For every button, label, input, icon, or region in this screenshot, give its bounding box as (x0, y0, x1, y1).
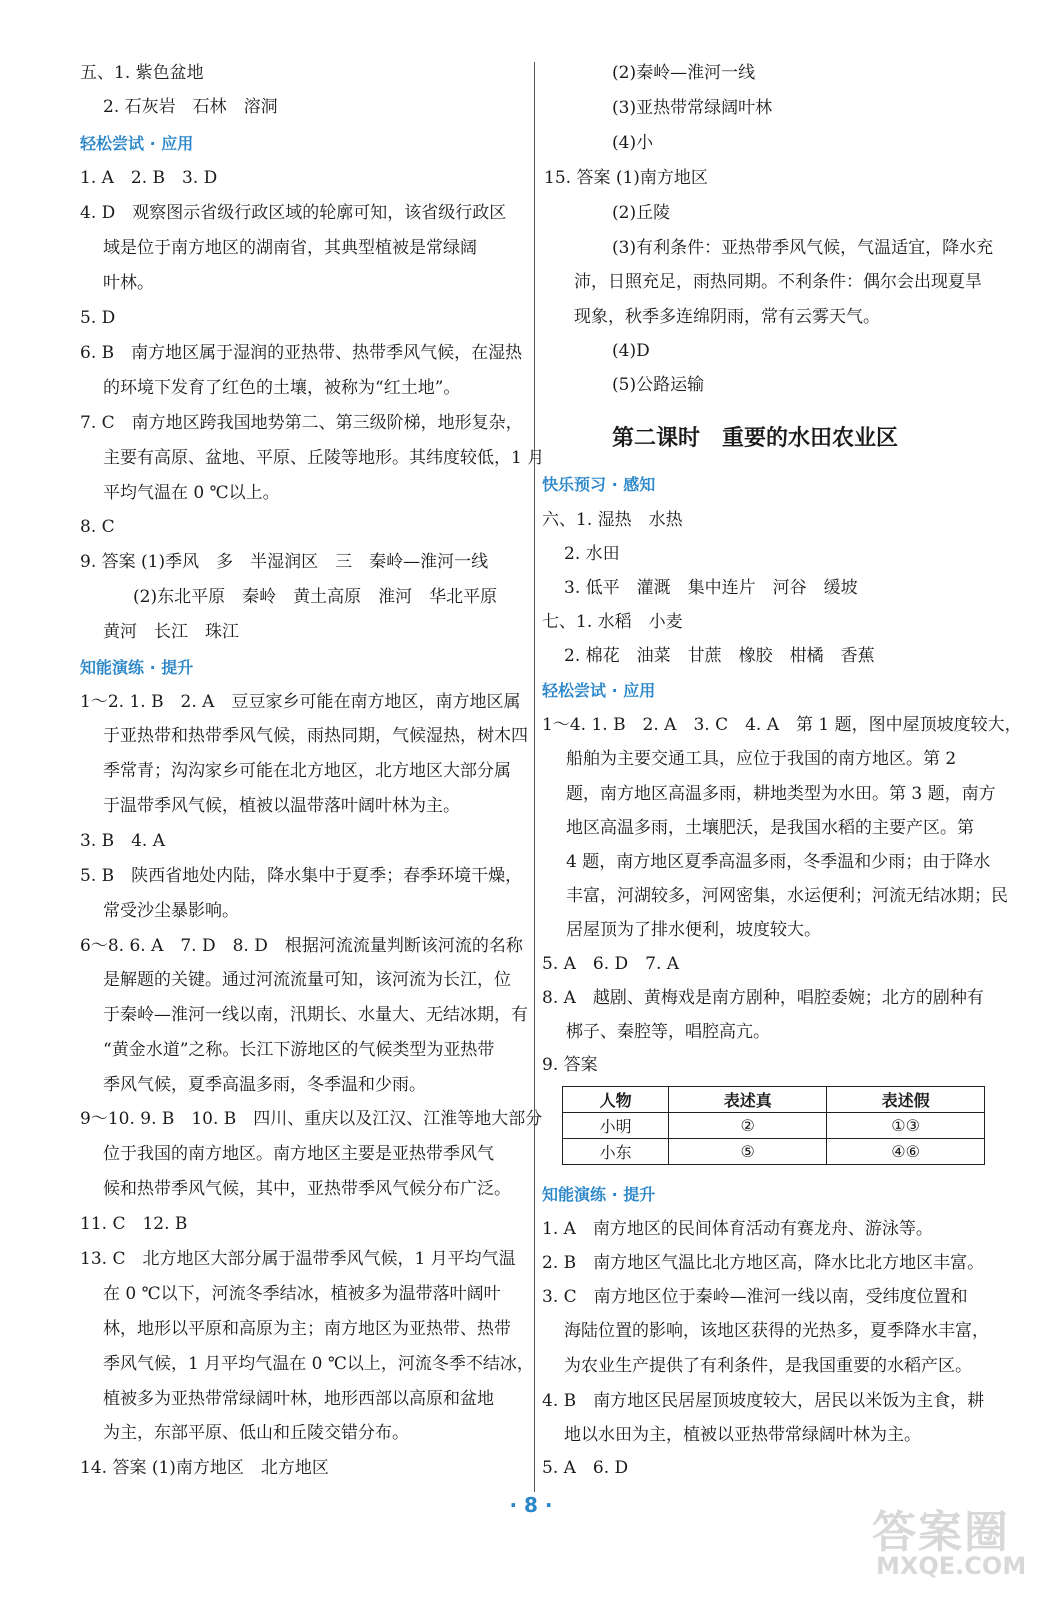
table-header-row (563, 1087, 985, 1113)
answer-line: 1. A 2. B 3. D (80, 168, 218, 188)
answer-line: (4)小 (612, 133, 654, 153)
answer-line: 9. 答案 (542, 1055, 598, 1075)
watermark-url: MXQE.COM (876, 1552, 1027, 1580)
answer-line: 4 题，南方地区夏季高温多雨，冬季温和少雨；由于降水 (566, 852, 991, 872)
table-row (563, 1113, 985, 1139)
section-heading: 知能演练 · 提升 (542, 1185, 656, 1204)
answer-line: 的环境下发育了红色的土壤，被称为“红土地”。 (103, 378, 461, 398)
answer-line: 梆子、秦腔等，唱腔高亢。 (566, 1022, 770, 1042)
answer-table (562, 1086, 985, 1165)
answer-line: 候和热带季风气候，其中，亚热带季风气候分布广泛。 (103, 1179, 511, 1199)
answer-line: 4. B 南方地区民居屋顶坡度较大，居民以米饭为主食，耕 (542, 1391, 985, 1411)
answer-line: 8. A 越剧、黄梅戏是南方剧种，唱腔委婉；北方的剧种有 (542, 988, 984, 1008)
answer-line: 常受沙尘暴影响。 (103, 901, 239, 921)
section-heading: 知能演练 · 提升 (80, 658, 194, 677)
answer-line: 1～2. 1. B 2. A 豆豆家乡可能在南方地区，南方地区属 (80, 692, 521, 712)
answer-line: 2. 石灰岩 石林 溶洞 (103, 97, 278, 117)
lesson-title: 第二课时 重要的水田农业区 (612, 426, 899, 451)
answer-line: (4)D (612, 341, 650, 361)
answer-line: 9～10. 9. B 10. B 四川、重庆以及江汉、江淮等地大部分 (80, 1109, 543, 1129)
answer-line: 7. C 南方地区跨我国地势第二、第三级阶梯，地形复杂， (80, 413, 523, 433)
answer-line: 3. B 4. A (80, 831, 166, 851)
answer-line: 为农业生产提供了有利条件，是我国重要的水稻产区。 (564, 1356, 972, 1376)
answer-line: 位于我国的南方地区。南方地区主要是亚热带季风气 (103, 1144, 494, 1164)
answer-line: 季风气候，1 月平均气温在 0 ℃以上，河流冬季不结冰， (103, 1354, 534, 1374)
answer-line: (3)有利条件：亚热带季风气候，气温适宜，降水充 (612, 238, 994, 258)
answer-line: 叶林。 (103, 273, 154, 293)
answer-line: 船舶为主要交通工具，应位于我国的南方地区。第 2 (566, 749, 957, 769)
answer-line: (2)丘陵 (612, 203, 671, 223)
answer-line: 14. 答案 (1)南方地区 北方地区 (80, 1458, 329, 1478)
answer-line: 域是位于南方地区的湖南省，其典型植被是常绿阔 (103, 238, 477, 258)
answer-line: 1～4. 1. B 2. A 3. C 4. A 第 1 题，图中屋顶坡度较大， (542, 715, 1022, 735)
table-cell: ④⑥ (827, 1139, 985, 1165)
column-divider (534, 62, 535, 1492)
answer-line: 是解题的关键。通过河流流量可知，该河流为长江，位 (103, 970, 511, 990)
watermark-text: 答案圈 (872, 1507, 1010, 1558)
answer-line: 季风气候，夏季高温多雨，冬季温和少雨。 (103, 1075, 426, 1095)
answer-line: 11. C 12. B (80, 1214, 188, 1234)
answer-line: 6～8. 6. A 7. D 8. D 根据河流流量判断该河流的名称 (80, 936, 523, 956)
answer-line: 沛，日照充足，雨热同期。不利条件：偶尔会出现夏旱 (574, 272, 982, 292)
answer-line: 5. D (80, 308, 116, 328)
table-cell: ② (669, 1113, 827, 1139)
answer-line: 6. B 南方地区属于湿润的亚热带、热带季风气候，在湿热 (80, 343, 523, 363)
answer-line: 七、1. 水稻 小麦 (542, 612, 683, 632)
answer-line: 5. A 6. D (542, 1458, 629, 1478)
answer-line: (2)东北平原 秦岭 黄土高原 淮河 华北平原 (133, 587, 498, 607)
answer-line: 主要有高原、盆地、平原、丘陵等地形。其纬度较低，1 月 (103, 448, 545, 468)
answer-line: 现象，秋季多连绵阴雨，常有云雾天气。 (574, 307, 880, 327)
answer-line: 题，南方地区高温多雨，耕地类型为水田。第 3 题，南方 (566, 784, 996, 804)
answer-line: 8. C (80, 517, 115, 537)
table-header-cell: 表述真 (669, 1087, 827, 1113)
answer-line: 2. 棉花 油菜 甘蔗 橡胶 柑橘 香蕉 (564, 646, 875, 666)
watermark-logo (862, 1496, 1042, 1586)
table-cell: ①③ (827, 1113, 985, 1139)
answer-line: 为主，东部平原、低山和丘陵交错分布。 (103, 1423, 409, 1443)
answer-line: 季常青；沟沟家乡可能在北方地区，北方地区大部分属 (103, 761, 511, 781)
table-cell: 小东 (563, 1139, 669, 1165)
answer-line: 海陆位置的影响，该地区获得的光热多，夏季降水丰富， (564, 1321, 989, 1341)
section-heading: 轻松尝试 · 应用 (80, 134, 194, 153)
answer-line: 13. C 北方地区大部分属于温带季风气候，1 月平均气温 (80, 1249, 516, 1269)
answer-line: 3. 低平 灌溉 集中连片 河谷 缓坡 (564, 578, 858, 598)
answer-line: “黄金水道”之称。长江下游地区的气候类型为亚热带 (103, 1040, 495, 1060)
answer-line: (5)公路运输 (612, 375, 705, 395)
table-cell: 小明 (563, 1113, 669, 1139)
answer-line: 5. B 陕西省地处内陆，降水集中于夏季；春季环境干燥， (80, 866, 523, 886)
table-cell: ⑤ (669, 1139, 827, 1165)
answer-line: 2. 水田 (564, 544, 620, 564)
answer-line: 五、1. 紫色盆地 (80, 63, 204, 83)
answer-line: 3. C 南方地区位于秦岭—淮河一线以南，受纬度位置和 (542, 1287, 968, 1307)
answer-line: 1. A 南方地区的民间体育活动有赛龙舟、游泳等。 (542, 1219, 933, 1239)
answer-line: 于温带季风气候，植被以温带落叶阔叶林为主。 (103, 796, 460, 816)
answer-line: 林，地形以平原和高原为主；南方地区为亚热带、热带 (103, 1319, 511, 1339)
answer-line: 地区高温多雨，土壤肥沃，是我国水稻的主要产区。第 (566, 818, 974, 838)
answer-line: 六、1. 湿热 水热 (542, 510, 683, 530)
answer-line: 4. D 观察图示省级行政区域的轮廓可知，该省级行政区 (80, 203, 507, 223)
page-number: · 8 · (509, 1493, 553, 1517)
answer-line: (3)亚热带常绿阔叶林 (612, 98, 773, 118)
answer-line: 在 0 ℃以下，河流冬季结冰，植被多为温带落叶阔叶 (103, 1284, 501, 1304)
table-header-cell: 人物 (563, 1087, 669, 1113)
answer-line: 地以水田为主，植被以亚热带常绿阔叶林为主。 (564, 1425, 921, 1445)
table-header-cell: 表述假 (827, 1087, 985, 1113)
answer-line: 黄河 长江 珠江 (103, 622, 239, 642)
answer-line: 15. 答案 (1)南方地区 (544, 168, 708, 188)
answer-line: 2. B 南方地区气温比北方地区高，降水比北方地区丰富。 (542, 1253, 985, 1273)
answer-line: 9. 答案 (1)季风 多 半湿润区 三 秦岭—淮河一线 (80, 552, 489, 572)
answer-line: 于亚热带和热带季风气候，雨热同期，气候湿热，树木四 (103, 726, 528, 746)
answer-line: 5. A 6. D 7. A (542, 954, 680, 974)
answer-line: 平均气温在 0 ℃以上。 (103, 483, 280, 503)
answer-line: 于秦岭—淮河一线以南，汛期长、水量大、无结冰期，有 (103, 1005, 528, 1025)
section-heading: 快乐预习 · 感知 (542, 475, 656, 494)
answer-line: 丰富，河湖较多，河网密集，水运便利；河流无结冰期；民 (566, 886, 1008, 906)
section-heading: 轻松尝试 · 应用 (542, 681, 656, 700)
table-row (563, 1139, 985, 1165)
answer-line: 居屋顶为了排水便利，坡度较大。 (566, 920, 821, 940)
answer-line: 植被多为亚热带常绿阔叶林，地形西部以高原和盆地 (103, 1389, 494, 1409)
answer-line: (2)秦岭—淮河一线 (612, 63, 756, 83)
